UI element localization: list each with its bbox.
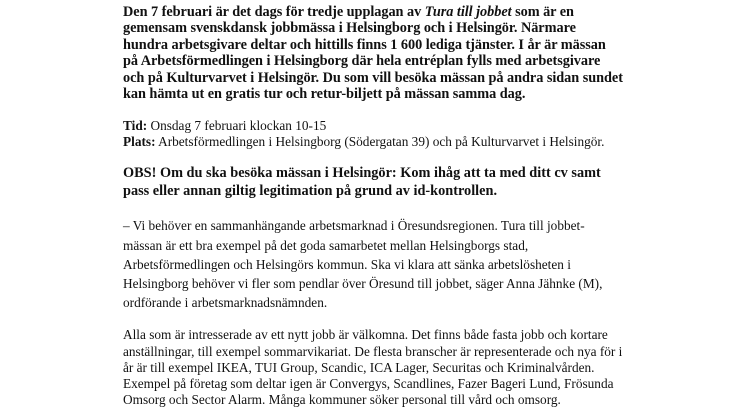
quote-paragraph: – Vi behöver en sammanhängande arbetsmarknad i Öresundsregionen. Tura till jobbet-mässan är ett bra exempel på det goda samarbetet mellan Helsingborgs stad, Arbetsförmedlingen och Helsingörs kommun. Ska vi klara att sänka arbetslösheten i Helsingborg behöver vi fler som pendlar över Öresund till jobbet, säger Anna Jähnke (M), ordförande i arbetsmarknadsnämnden. xyxy=(123,218,603,311)
jobs-paragraph: Alla som är intresserade av ett nytt jobb är välkomna. Det finns både fasta jobb och kortare anställningar, till exempel sommarvikariat. De flesta branscher är representerade och nya för i år är till exempel IKEA, TUI Group, Scandic, ICA Lager, Securitas och Kriminalvården. Exempel på företag som deltar igen är Convergys, Scandlines, Fazer Bageri Lund, Frösunda Omsorg och Sector Alarm. Många kommuner söker personal till vård och omsorg. xyxy=(123,327,623,408)
place-label: Plats: xyxy=(123,134,156,150)
article-column xyxy=(123,4,623,408)
place-value: Arbetsförmedlingen i Helsingborg (Södergatan 39) och på Kulturvarvet i Helsingör. xyxy=(155,134,605,150)
intro-paragraph xyxy=(123,4,623,102)
event-name: Tura till jobbet xyxy=(424,4,512,20)
intro-text-start: Den 7 februari är det dags för tredje upplagan av xyxy=(123,4,425,20)
time-value: Onsdag 7 februari klockan 10-15 xyxy=(147,118,327,134)
intro-text-end: som är en gemensam svenskdansk jobbmässa i Helsingborg och i Helsingör. Närmare hundra arbetsgivare deltar och hittills finns 1 600 lediga tjänster. I år är mässan på Arbetsförmedlingen i Helsingborg där hela entréplan fylls med arbetsgivare och på Kulturvarvet i Helsingör. Du som vill besöka mässan på andra sidan sundet kan hämta ut en gratis tur och retur-biljett på mässan samma dag. xyxy=(123,4,623,103)
id-notice: OBS! Om du ska besöka mässan i Helsingör: Kom ihåg att ta med ditt cv samt pass eller annan giltig legitimation på grund av id-kontrollen. xyxy=(123,165,601,199)
time-label: Tid: xyxy=(123,118,148,134)
event-facts xyxy=(123,118,623,150)
